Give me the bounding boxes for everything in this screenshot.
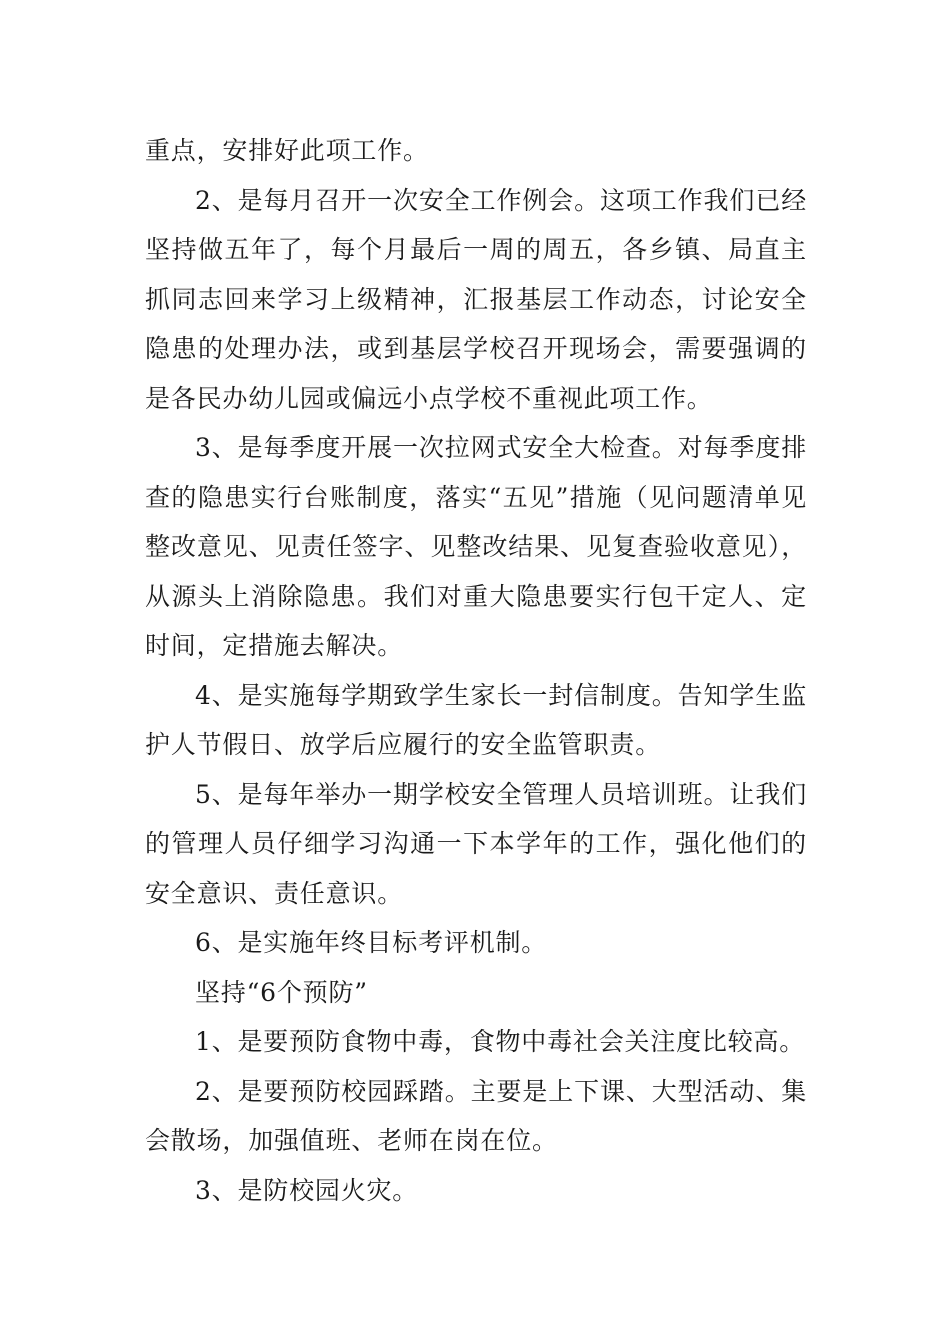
paragraph-item-6-evaluation: 6、是实施年终目标考评机制。 — [195, 928, 548, 957]
document-body — [145, 126, 807, 1215]
paragraph-prevention-3-fire: 3、是防校园火灾。 — [195, 1175, 419, 1205]
section-heading-six-preventions: 坚持“6个预防” — [195, 977, 368, 1007]
paragraph-item-5-training: 5、是每年举办一期学校安全管理人员培训班。让我们的管理人员仔细学习沟通一下本学年的工作，强化他们的安全意识、责任意识。 — [145, 779, 807, 908]
paragraph-item-3-quarterly-inspection: 3、是每季度开展一次拉网式安全大检查。对每季度排查的隐患实行台账制度，落实“五见”措施（见问题清单见整改意见、见责任签字、见整改结果、见复查验收意见），从源头上消除隐患。我们对重大隐患要实行包干定人、定时间，定措施去解决。 — [145, 433, 807, 660]
paragraph-prevention-1-food: 1、是要预防食物中毒，食物中毒社会关注度比较高。 — [195, 1027, 806, 1056]
paragraph-item-2-monthly-meeting: 2、是每月召开一次安全工作例会。这项工作我们已经坚持做五年了，每个月最后一周的周五，各乡镇、局直主抓同志回来学习上级精神，汇报基层工作动态，讨论安全隐患的处理办法，或到基层学校召开现场会，需要强调的是各民办幼儿园或偏远小点学校不重视此项工作。 — [145, 185, 807, 413]
paragraph-prevention-2-stampede: 2、是要预防校园踩踏。主要是上下课、大型活动、集会散场，加强值班、老师在岗在位。 — [145, 1076, 807, 1155]
paragraph-continuation: 重点，安排好此项工作。 — [145, 136, 429, 165]
paragraph-item-4-parent-letter: 4、是实施每学期致学生家长一封信制度。告知学生监护人节假日、放学后应履行的安全监管职责。 — [145, 680, 807, 759]
